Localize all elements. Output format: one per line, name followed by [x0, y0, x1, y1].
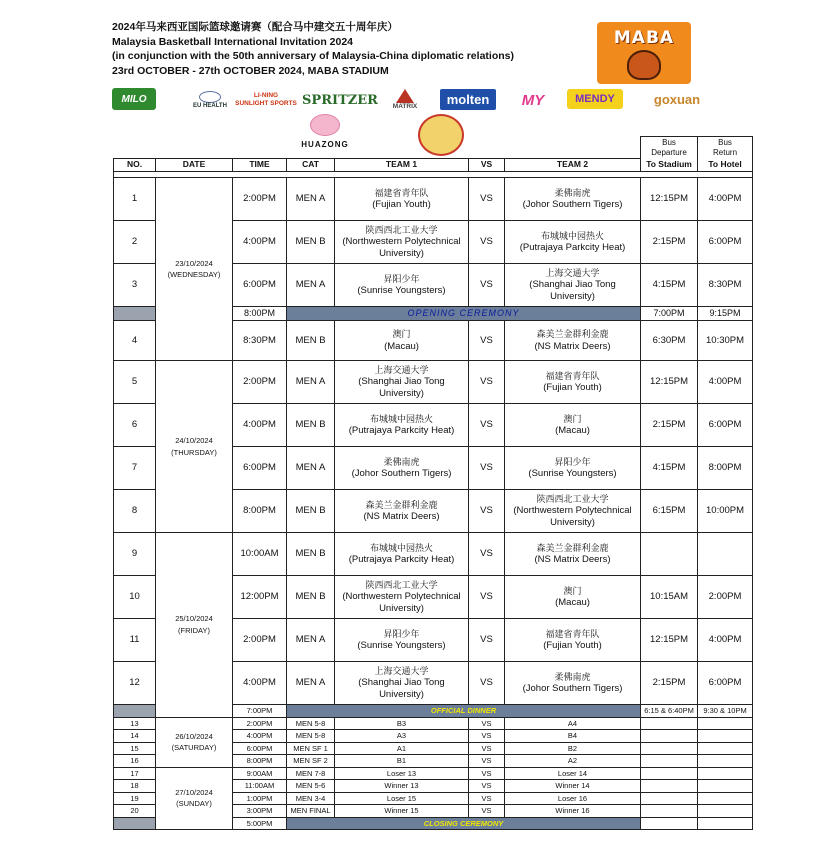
table-cell: VS [469, 361, 505, 404]
table-cell: MEN B [287, 404, 335, 447]
table-cell: VS [469, 447, 505, 490]
header-bus-return: To Hotel [698, 159, 753, 172]
table-cell: 20 [114, 805, 156, 818]
table-cell: A2 [505, 755, 641, 768]
table-cell: B3 [335, 717, 469, 730]
table-cell: 8:00PM [698, 447, 753, 490]
maba-logo-text: MABA [613, 28, 675, 48]
table-cell: VS [469, 767, 505, 780]
header-time: TIME [233, 159, 287, 172]
table-cell: 3:00PM [233, 805, 287, 818]
table-cell: 上海交通大学 (Shanghai Jiao Tong University) [335, 662, 469, 705]
title-english: Malaysia Basketball International Invitation 2024 [112, 35, 354, 48]
table-cell: 7:00PM [233, 705, 287, 718]
table-cell: Loser 14 [505, 767, 641, 780]
table-cell: 2:15PM [641, 662, 698, 705]
table-cell: 8:30PM [698, 264, 753, 307]
table-cell: 12 [114, 662, 156, 705]
table-cell [641, 817, 698, 830]
table-cell: 6:00PM [233, 447, 287, 490]
schedule-table [113, 136, 753, 830]
bus-return-header: Bus Return [698, 137, 753, 159]
table-cell: VS [469, 780, 505, 793]
table-cell: MEN 7-8 [287, 767, 335, 780]
table-cell: 布城城中园热火 (Putrajaya Parkcity Heat) [335, 533, 469, 576]
header-date: DATE [156, 159, 233, 172]
table-cell: A3 [335, 730, 469, 743]
table-row [114, 533, 753, 576]
table-cell: 柔佛南虎 (Johor Southern Tigers) [505, 178, 641, 221]
header-team1: TEAM 1 [335, 159, 469, 172]
table-cell: 1:00PM [233, 792, 287, 805]
table-cell: 10:00PM [698, 490, 753, 533]
table-cell: 森美兰金群利金鹿 (NS Matrix Deers) [335, 490, 469, 533]
subtitle: (in conjunction with the 50th anniversary of Malaysia-China diplomatic relations) [112, 50, 514, 62]
table-cell: Winner 15 [335, 805, 469, 818]
table-cell: VS [469, 321, 505, 361]
eu-health-logo [180, 88, 240, 112]
table-cell: 柔佛南虎 (Johor Southern Tigers) [505, 662, 641, 705]
table-cell: 澳门 (Macau) [505, 576, 641, 619]
sponsor-logos [112, 86, 712, 114]
table-cell: 12:15PM [641, 361, 698, 404]
table-cell: 4:00PM [233, 221, 287, 264]
table-cell: 18 [114, 780, 156, 793]
table-cell: MEN B [287, 221, 335, 264]
matrix-label: MATRIX [392, 102, 418, 110]
table-cell [698, 817, 753, 830]
header-vs: VS [469, 159, 505, 172]
table-cell [641, 755, 698, 768]
sunlight-logo [235, 88, 297, 112]
table-cell: 2:00PM [233, 619, 287, 662]
table-cell: 11:00AM [233, 780, 287, 793]
huazong-label: HUAZONG [301, 140, 349, 149]
table-cell [698, 755, 753, 768]
table-cell [641, 792, 698, 805]
header-cat: CAT [287, 159, 335, 172]
table-cell: 6:30PM [641, 321, 698, 361]
table-cell [698, 780, 753, 793]
table-cell: 15 [114, 742, 156, 755]
table-cell [114, 307, 156, 321]
table-cell: Loser 16 [505, 792, 641, 805]
table-cell: 3 [114, 264, 156, 307]
table-cell [698, 767, 753, 780]
table-cell: 上海交通大学 (Shanghai Jiao Tong University) [505, 264, 641, 307]
date-cell: 26/10/2024 (SATURDAY) [156, 717, 233, 767]
table-cell: 昇阳少年 (Sunrise Youngsters) [335, 264, 469, 307]
table-cell: MEN A [287, 178, 335, 221]
sunlight-label: SUNLIGHT SPORTS [235, 100, 297, 107]
table-cell: VS [469, 404, 505, 447]
bus-departure-header: Bus Departure [641, 137, 698, 159]
table-cell: VS [469, 619, 505, 662]
table-cell [698, 805, 753, 818]
table-cell: 2:15PM [641, 404, 698, 447]
table-cell: MEN A [287, 264, 335, 307]
table-cell: 4:00PM [698, 619, 753, 662]
flower-icon [310, 114, 340, 136]
title-chinese: 2024年马来西亚国际篮球邀请赛（配合马中建交五十周年庆） [112, 21, 398, 33]
tiger-icon [627, 50, 661, 80]
table-cell: VS [469, 662, 505, 705]
header-no: NO. [114, 159, 156, 172]
table-row [114, 767, 753, 780]
table-cell: 昇阳少年 (Sunrise Youngsters) [335, 619, 469, 662]
table-cell: 17 [114, 767, 156, 780]
date-cell: 25/10/2024 (FRIDAY) [156, 533, 233, 718]
table-cell: 5:00PM [233, 817, 287, 830]
table-cell: 6:00PM [698, 221, 753, 264]
table-cell: 6:00PM [233, 742, 287, 755]
table-cell: 2:00PM [233, 717, 287, 730]
table-cell [641, 730, 698, 743]
table-cell: 1 [114, 178, 156, 221]
table-cell: 7:00PM [641, 307, 698, 321]
table-cell: B4 [505, 730, 641, 743]
table-cell: MEN A [287, 662, 335, 705]
table-cell: Winner 16 [505, 805, 641, 818]
table-cell: MEN B [287, 490, 335, 533]
table-cell: 昇阳少年 (Sunrise Youngsters) [505, 447, 641, 490]
table-cell: VS [469, 730, 505, 743]
table-cell: VS [469, 805, 505, 818]
table-cell: 9 [114, 533, 156, 576]
table-cell: MEN 5-8 [287, 717, 335, 730]
table-cell: 柔佛南虎 (Johor Southern Tigers) [335, 447, 469, 490]
table-cell [698, 742, 753, 755]
table-cell: Loser 13 [335, 767, 469, 780]
date-cell: 23/10/2024 (WEDNESDAY) [156, 178, 233, 361]
table-cell [114, 817, 156, 830]
table-cell [641, 533, 698, 576]
mendy-logo: MENDY [567, 89, 623, 109]
header-bus-departure: To Stadium [641, 159, 698, 172]
table-cell: 陕西西北工业大学 (Northwestern Polytechnical University) [335, 576, 469, 619]
table-cell: 4 [114, 321, 156, 361]
table-cell: VS [469, 755, 505, 768]
table-cell: MEN B [287, 533, 335, 576]
page-header [112, 20, 592, 78]
table-cell: 12:15PM [641, 619, 698, 662]
table-cell: MEN A [287, 447, 335, 490]
table-cell: Loser 15 [335, 792, 469, 805]
date-cell: 24/10/2024 (THURSDAY) [156, 361, 233, 533]
table-cell [641, 742, 698, 755]
eu-health-label: EU HEALTH [193, 103, 227, 109]
table-cell: VS [469, 792, 505, 805]
table-cell: 福建省青年队 (Fujian Youth) [505, 361, 641, 404]
table-cell: 福建省青年队 (Fujian Youth) [505, 619, 641, 662]
table-header-row [114, 159, 753, 172]
table-cell: 6:15PM [641, 490, 698, 533]
table-cell: 8 [114, 490, 156, 533]
table-cell [698, 533, 753, 576]
table-cell: 8:00PM [233, 490, 287, 533]
table-cell: VS [469, 533, 505, 576]
event-dates: 23rd OCTOBER - 27th OCTOBER 2024, MABA STADIUM [112, 64, 389, 77]
table-cell: MEN A [287, 361, 335, 404]
table-cell: MEN SF 1 [287, 742, 335, 755]
table-cell [114, 137, 641, 159]
spritzer-logo: SPRITZER [302, 92, 378, 108]
table-cell: 9:00AM [233, 767, 287, 780]
table-cell: 布城城中园热火 (Putrajaya Parkcity Heat) [505, 221, 641, 264]
table-cell [114, 705, 156, 718]
table-cell: 陕西西北工业大学 (Northwestern Polytechnical University) [505, 490, 641, 533]
table-cell: 10:15AM [641, 576, 698, 619]
my-logo: MY [521, 91, 545, 109]
table-cell: MEN 5-6 [287, 780, 335, 793]
table-cell: 11 [114, 619, 156, 662]
table-row [114, 361, 753, 404]
table-cell: 12:00PM [233, 576, 287, 619]
table-cell: 10 [114, 576, 156, 619]
table-cell: 6:15 & 6:40PM [641, 705, 698, 718]
table-cell: 6:00PM [233, 264, 287, 307]
table-cell: VS [469, 264, 505, 307]
table-cell: 4:00PM [698, 361, 753, 404]
table-cell: 14 [114, 730, 156, 743]
table-cell: 4:00PM [233, 730, 287, 743]
closing-ceremony-label: CLOSING CEREMONY [287, 817, 641, 830]
table-cell: A1 [335, 742, 469, 755]
table-cell [698, 717, 753, 730]
table-cell: 16 [114, 755, 156, 768]
date-cell: 27/10/2024 (SUNDAY) [156, 767, 233, 830]
table-cell [698, 730, 753, 743]
matrix-icon [396, 89, 414, 103]
milo-logo: MILO [112, 88, 156, 110]
table-cell [641, 767, 698, 780]
table-cell: 2:00PM [233, 178, 287, 221]
table-cell: 6:00PM [698, 662, 753, 705]
molten-logo: molten [440, 89, 496, 110]
table-cell: 19 [114, 792, 156, 805]
table-cell: Winner 13 [335, 780, 469, 793]
table-cell: 7 [114, 447, 156, 490]
table-cell: 布城城中园热火 (Putrajaya Parkcity Heat) [335, 404, 469, 447]
header-team2: TEAM 2 [505, 159, 641, 172]
table-cell: 4:00PM [233, 404, 287, 447]
table-cell [641, 717, 698, 730]
table-cell: 2:00PM [698, 576, 753, 619]
table-cell: MEN B [287, 321, 335, 361]
table-cell: VS [469, 717, 505, 730]
table-row [114, 178, 753, 221]
table-cell: MEN B [287, 576, 335, 619]
table-cell: 2 [114, 221, 156, 264]
table-cell: 8:30PM [233, 321, 287, 361]
table-cell: 澳门 (Macau) [335, 321, 469, 361]
table-cell: 陕西西北工业大学 (Northwestern Polytechnical University) [335, 221, 469, 264]
table-cell: 8:00PM [233, 755, 287, 768]
maba-logo [597, 22, 691, 84]
table-cell: 澳门 (Macau) [505, 404, 641, 447]
table-cell: B1 [335, 755, 469, 768]
table-cell: 4:00PM [233, 662, 287, 705]
table-cell: 2:00PM [233, 361, 287, 404]
table-cell: B2 [505, 742, 641, 755]
table-cell: MEN 5-8 [287, 730, 335, 743]
table-cell: 4:00PM [698, 178, 753, 221]
table-cell: MEN SF 2 [287, 755, 335, 768]
table-cell: 13 [114, 717, 156, 730]
table-cell: 8:00PM [233, 307, 287, 321]
sunlight-brand: LI-NING [253, 92, 279, 99]
table-cell: 4:15PM [641, 447, 698, 490]
table-cell: MEN A [287, 619, 335, 662]
table-cell: 森美兰金群利金鹿 (NS Matrix Deers) [505, 321, 641, 361]
table-cell: 10:00AM [233, 533, 287, 576]
table-cell: 6:00PM [698, 404, 753, 447]
table-cell: VS [469, 178, 505, 221]
table-cell: VS [469, 221, 505, 264]
table-cell: VS [469, 742, 505, 755]
table-cell: MEN FINAL [287, 805, 335, 818]
table-cell: 12:15PM [641, 178, 698, 221]
table-cell: 森美兰金群利金鹿 (NS Matrix Deers) [505, 533, 641, 576]
table-cell: 9:15PM [698, 307, 753, 321]
table-cell: 10:30PM [698, 321, 753, 361]
table-cell: MEN 3-4 [287, 792, 335, 805]
table-cell: 6 [114, 404, 156, 447]
table-cell: VS [469, 490, 505, 533]
table-cell [641, 780, 698, 793]
official-dinner-label: OFFICIAL DINNER [287, 705, 641, 718]
table-cell: Winner 14 [505, 780, 641, 793]
matrix-logo [382, 86, 428, 112]
table-cell: VS [469, 576, 505, 619]
table-row [114, 717, 753, 730]
table-cell: A4 [505, 717, 641, 730]
table-cell: 5 [114, 361, 156, 404]
table-cell [641, 805, 698, 818]
table-cell: 上海交通大学 (Shanghai Jiao Tong University) [335, 361, 469, 404]
table-cell: 4:15PM [641, 264, 698, 307]
table-cell: 福建省青年队 (Fujian Youth) [335, 178, 469, 221]
opening-ceremony-label: OPENING CEREMONY [287, 307, 641, 321]
table-cell: 2:15PM [641, 221, 698, 264]
table-cell: 9:30 & 10PM [698, 705, 753, 718]
table-cell [698, 792, 753, 805]
eu-health-icon [199, 91, 221, 103]
goxuan-logo: goxuan [653, 91, 701, 107]
